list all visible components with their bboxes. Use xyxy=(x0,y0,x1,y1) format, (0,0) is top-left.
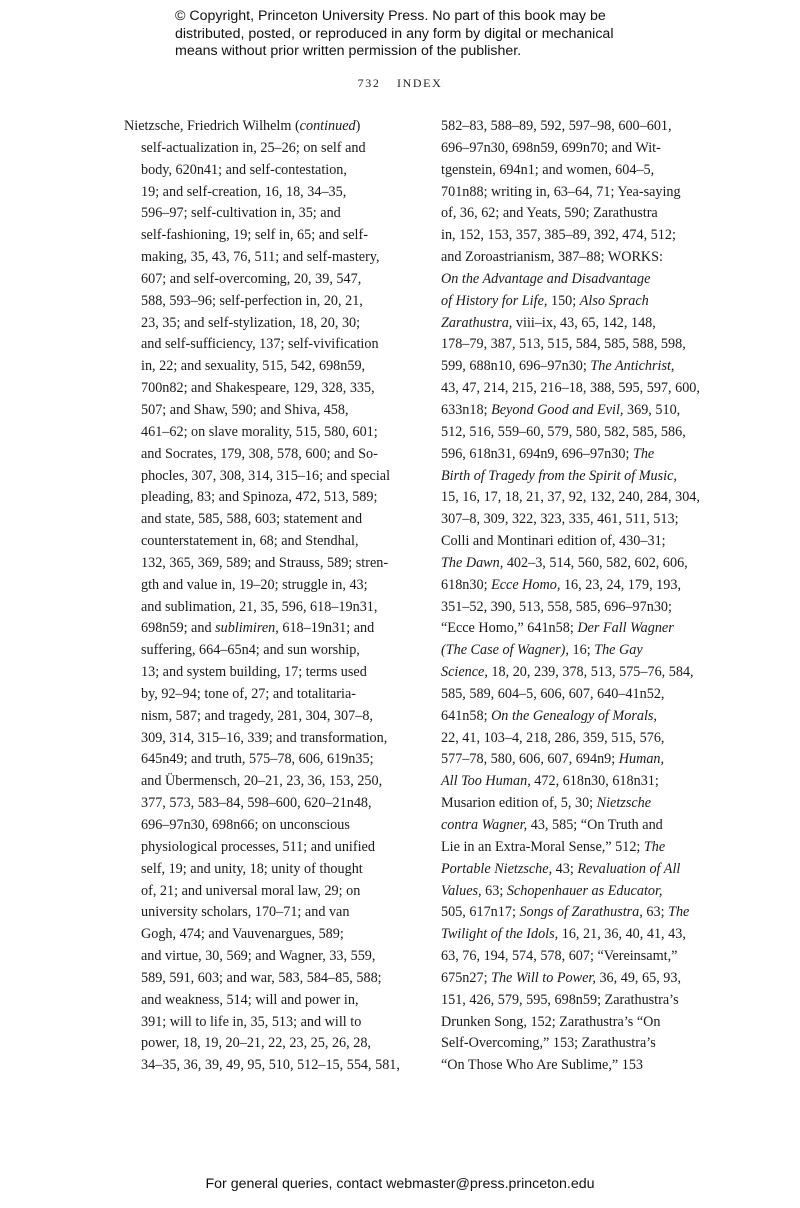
index-line: body, 620n41; and self-contestation, xyxy=(141,161,347,178)
index-line: of, 36, 62; and Yeats, 590; Zarathustra xyxy=(441,205,658,222)
index-line: Musarion edition of, 5, 30; Nietzsche xyxy=(441,795,652,812)
index-line: 618n30; Ecce Homo, 16, 23, 24, 179, 193, xyxy=(441,576,681,593)
index-line: and state, 585, 588, 603; statement and xyxy=(141,511,363,528)
index-line: in, 22; and sexuality, 515, 542, 698n59, xyxy=(141,358,366,375)
index-line: 512, 516, 559–60, 579, 580, 582, 585, 586, xyxy=(441,423,686,440)
index-line: Science, 18, 20, 239, 378, 513, 575–76, 584, xyxy=(441,664,694,681)
index-line: 633n18; Beyond Good and Evil, 369, 510, xyxy=(441,401,681,418)
index-line: 15, 16, 17, 18, 21, 37, 92, 132, 240, 284, 304, xyxy=(441,489,700,506)
index-line: Nietzsche, Friedrich Wilhelm (continued) xyxy=(124,118,361,134)
index-line: 589, 591, 603; and war, 583, 584–85, 588; xyxy=(141,969,382,986)
index-line: Zarathustra, viii–ix, 43, 65, 142, 148, xyxy=(441,314,656,331)
index-line: 178–79, 387, 513, 515, 584, 585, 588, 598, xyxy=(441,336,686,353)
index-line: 599, 688n10, 696–97n30; The Antichrist, xyxy=(441,358,675,375)
index-line: All Too Human, 472, 618n30, 618n31; xyxy=(441,773,659,790)
index-line: and Übermensch, 20–21, 23, 36, 153, 250, xyxy=(141,773,383,790)
index-line: Colli and Montinari edition of, 430–31; xyxy=(441,533,666,550)
index-line: Birth of Tragedy from the Spirit of Music, xyxy=(441,467,677,484)
index-line: 391; will to life in, 35, 513; and will to xyxy=(141,1013,362,1030)
index-line: phocles, 307, 308, 314, 315–16; and special xyxy=(141,467,391,484)
index-line: 645n49; and truth, 575–78, 606, 619n35; xyxy=(141,751,374,768)
index-line: of, 21; and universal moral law, 29; on xyxy=(141,882,361,899)
index-line: 607; and self-overcoming, 20, 39, 547, xyxy=(141,270,362,287)
index-line: tgenstein, 694n1; and women, 604–5, xyxy=(441,161,655,178)
index-line: 43, 47, 214, 215, 216–18, 388, 595, 597, 600, xyxy=(441,380,700,397)
index-line: Gogh, 474; and Vauvenargues, 589; xyxy=(141,926,344,943)
index-line: nism, 587; and tragedy, 281, 304, 307–8, xyxy=(141,707,373,724)
page-number: 732 xyxy=(357,76,381,90)
index-line: 577–78, 580, 606, 607, 694n9; Human, xyxy=(441,751,665,768)
copyright-notice xyxy=(175,8,645,61)
index-line: 696–97n30, 698n59, 699n70; and Wit- xyxy=(441,139,661,156)
index-line: pleading, 83; and Spinoza, 472, 513, 589; xyxy=(141,489,378,506)
index-line: 377, 573, 583–84, 598–600, 620–21n48, xyxy=(141,795,372,812)
index-line: “Ecce Homo,” 641n58; Der Fall Wagner xyxy=(441,620,674,637)
index-line: self-fashioning, 19; self in, 65; and self- xyxy=(141,227,368,244)
index-line: 675n27; The Will to Power, 36, 49, 65, 93, xyxy=(441,969,682,986)
index-line: (The Case of Wagner), 16; The Gay xyxy=(441,642,643,659)
index-line: “On Those Who Are Sublime,” 153 xyxy=(441,1057,644,1074)
index-line: self, 19; and unity, 18; unity of thought xyxy=(141,860,363,877)
index-line: Twilight of the Idols, 16, 21, 36, 40, 41, 43, xyxy=(441,926,686,943)
index-line: and Zoroastrianism, 387–88; WORKS: xyxy=(441,249,663,266)
index-line: suffering, 664–65n4; and sun worship, xyxy=(141,642,360,659)
index-line: 22, 41, 103–4, 218, 286, 359, 515, 576, xyxy=(441,729,665,746)
index-line: Values, 63; Schopenhauer as Educator, xyxy=(441,882,663,899)
index-line: 34–35, 36, 39, 49, 95, 510, 512–15, 554, 581, xyxy=(141,1057,400,1074)
index-line: power, 18, 19, 20–21, 22, 23, 25, 26, 28, xyxy=(141,1035,371,1052)
footer-contact: For general queries, contact webmaster@press.princeton.edu xyxy=(205,1176,595,1192)
index-line: of History for Life, 150; Also Sprach xyxy=(441,292,649,309)
index-line: 309, 314, 315–16, 339; and transformation, xyxy=(141,729,388,746)
index-line: 696–97n30, 698n66; on unconscious xyxy=(141,817,350,833)
index-column-right xyxy=(441,116,711,1077)
copyright-line: distributed, posted, or reproduced in any form by digital or mechanical xyxy=(175,25,614,42)
index-line: by, 92–94; tone of, 27; and totalitaria- xyxy=(141,685,356,702)
index-line: Lie in an Extra-Moral Sense,” 512; The xyxy=(441,838,666,855)
index-line: 700n82; and Shakespeare, 129, 328, 335, xyxy=(141,380,375,397)
index-line: 596, 618n31, 694n9, 696–97n30; The xyxy=(441,445,655,462)
index-line: 596–97; self-cultivation in, 35; and xyxy=(141,205,341,222)
index-line: 461–62; on slave morality, 515, 580, 601; xyxy=(141,423,378,440)
index-line: 641n58; On the Genealogy of Morals, xyxy=(441,707,657,724)
index-line: Portable Nietzsche, 43; Revaluation of All xyxy=(441,860,681,877)
index-line: 505, 617n17; Songs of Zarathustra, 63; The xyxy=(441,904,690,921)
section-title: INDEX xyxy=(397,76,443,90)
running-head xyxy=(0,76,800,91)
index-line: in, 152, 153, 357, 385–89, 392, 474, 512; xyxy=(441,227,676,244)
index-line: gth and value in, 19–20; struggle in, 43; xyxy=(141,576,368,593)
copyright-line: © Copyright, Princeton University Press. No part of this book may be xyxy=(175,8,606,24)
index-line: and sublimation, 21, 35, 596, 618–19n31, xyxy=(141,598,378,615)
index-line: The Dawn, 402–3, 514, 560, 582, 602, 606, xyxy=(441,554,688,571)
index-line: 588, 593–96; self-perfection in, 20, 21, xyxy=(141,292,363,309)
index-line: 63, 76, 194, 574, 578, 607; “Vereinsamt,” xyxy=(441,948,678,965)
index-line: Self-Overcoming,” 153; Zarathustra’s xyxy=(441,1035,656,1052)
index-line: university scholars, 170–71; and van xyxy=(141,904,350,921)
index-line: 132, 365, 369, 589; and Strauss, 589; stren- xyxy=(141,554,389,571)
index-line: making, 35, 43, 76, 511; and self-mastery, xyxy=(141,249,380,266)
index-line: contra Wagner, 43, 585; “On Truth and xyxy=(441,817,663,833)
index-line: Drunken Song, 152; Zarathustra’s “On xyxy=(441,1013,661,1030)
index-line: and virtue, 30, 569; and Wagner, 33, 559, xyxy=(141,948,376,965)
index-line: 13; and system building, 17; terms used xyxy=(141,664,367,681)
index-line: and self-sufficiency, 137; self-vivification xyxy=(141,336,379,353)
index-line: and Socrates, 179, 308, 578, 600; and So- xyxy=(141,445,378,462)
copyright-line: means without prior written permission of the publisher. xyxy=(175,43,522,59)
index-line: 23, 35; and self-stylization, 18, 20, 30; xyxy=(141,314,361,331)
index-line: 19; and self-creation, 16, 18, 34–35, xyxy=(141,183,347,200)
index-column-left xyxy=(124,116,409,1077)
index-line: 307–8, 309, 322, 323, 335, 461, 511, 513; xyxy=(441,511,679,528)
index-line: and weakness, 514; will and power in, xyxy=(141,991,359,1008)
index-line: On the Advantage and Disadvantage xyxy=(441,270,651,287)
index-line: physiological processes, 511; and unified xyxy=(141,838,375,855)
index-line: 582–83, 588–89, 592, 597–98, 600–601, xyxy=(441,118,672,134)
index-line: 151, 426, 579, 595, 698n59; Zarathustra’s xyxy=(441,991,679,1008)
index-line: 701n88; writing in, 63–64, 71; Yea-saying xyxy=(441,183,681,200)
index-line: 585, 589, 604–5, 606, 607, 640–41n52, xyxy=(441,685,665,702)
index-line: counterstatement in, 68; and Stendhal, xyxy=(141,533,359,550)
index-line: self-actualization in, 25–26; on self and xyxy=(141,139,366,156)
index-line: 507; and Shaw, 590; and Shiva, 458, xyxy=(141,401,349,418)
index-line: 351–52, 390, 513, 558, 585, 696–97n30; xyxy=(441,598,672,615)
index-line: 698n59; and sublimiren, 618–19n31; and xyxy=(141,620,375,637)
